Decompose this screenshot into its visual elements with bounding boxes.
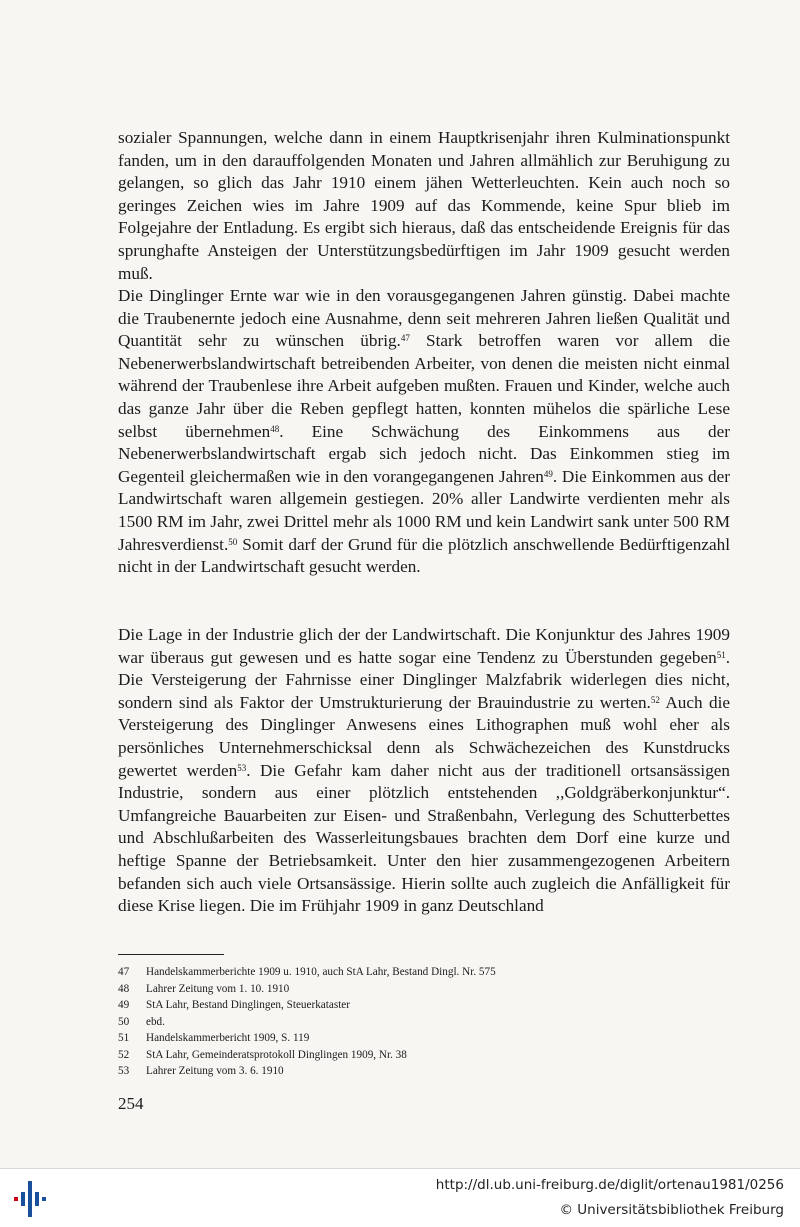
footnote-ref-48[interactable]: 48 (270, 423, 280, 434)
footer-bar (0, 1168, 800, 1227)
paragraph-2-text: . Eine Schwächung des Einkommens aus der Nebenerwerbslandwirtschaft ergab sich jedoch nicht. Das Einkommen stieg im Gegenteil gleichermaßen wie in den vorangegangenen Jahren (118, 421, 730, 486)
footnote-number: 50 (118, 1015, 130, 1028)
footnote-text: ebd. (146, 1015, 165, 1028)
footnote-item (118, 1063, 718, 1080)
footnote-number: 53 (118, 1065, 130, 1077)
footnote-item (118, 1014, 718, 1031)
page-number: 254 (118, 1094, 144, 1113)
copyright-notice: © Universitätsbibliothek Freiburg (559, 1202, 784, 1218)
footnote-ref-49[interactable]: 49 (543, 468, 553, 479)
paragraph-2-text: Somit darf der Grund für die plötzlich anschwellende Bedürftigenzahl nicht in der Landwirtschaft gesucht werden. (118, 534, 730, 577)
ub-freiburg-logo-icon[interactable] (10, 1179, 50, 1219)
footnote-text: Handelskammerberichte 1909 u. 1910, auch StA Lahr, Bestand Dingl. Nr. 575 (146, 966, 496, 978)
paragraph-2 (118, 285, 730, 579)
footnote-ref-52[interactable]: 52 (650, 694, 660, 705)
footnote-item (118, 1030, 718, 1047)
footnote-number: 47 (118, 966, 130, 978)
paragraph-3-text: . Die Gefahr kam daher nicht aus der traditionell ortsansässigen Industrie, sondern aus einer plötzlich entstehenden ,,Goldgräberkonjunktur“. Umfangreiche Bauarbeiten zur Eisen- und Straßenbahn, Verlegung des Schutterbettes und Abschlußarbeiten des Wasserleitungsbaues brachten dem Dorf eine kurze und heftige Spanne der Betriebsamkeit. Unter den hier zusammengezogenen Arbeitern befanden sich auch viele Ortsansässige. Hierin sollte auch zugleich die Anfälligkeit für diese Krise liegen. Die im Frühjahr 1909 in ganz Deutschland (118, 760, 731, 916)
paragraph-1-text: sozialer Spannungen, welche dann in einem Hauptkrisenjahr ihren Kulminationspunkt fanden, um in den darauffolgenden Monaten und Jahren allmählich zur Beruhigung zu gelangen, so glich das Jahr 1910 einem jähen Wetterleuchten. Kein auch noch so geringes Zeichen wies im Jahre 1909 auf das Kommende, keine Spur blieb im Folgejahre der Entladung. Es ergibt sich hieraus, daß das entscheidende Ereignis für das sprunghafte Ansteigen der Unterstützungsbedürftigen im Jahr 1909 gesucht werden muß. (118, 128, 730, 283)
footnote-text: StA Lahr, Bestand Dinglingen, Steuerkataster (146, 999, 350, 1011)
footnote-item (118, 964, 718, 981)
footnote-text: StA Lahr, Gemeinderatsprotokoll Dinglingen 1909, Nr. 38 (146, 1048, 407, 1061)
paragraph-1 (118, 127, 730, 285)
footnote-text: Lahrer Zeitung vom 3. 6. 1910 (146, 1065, 284, 1077)
footnote-number: 52 (118, 1048, 130, 1061)
paragraph-3-text: Auch die Versteigerung des Dinglinger Anwesens eines Lithographen muß wohl eher als persönliches Unternehmerschicksal denn als Schwächezeichen des Kunstdrucks gewertet werden (118, 692, 730, 780)
footnote-ref-47[interactable]: 47 (400, 333, 410, 344)
paragraph-2-text: Stark betroffen waren vor allem die Nebenerwerbslandwirtschaft betreibenden Arbeiter, von denen die meisten nicht einmal während der Traubenlese ihre Arbeit aufgeben mußten. Frauen und Kinder, welche auch das ganze Jahr über die Reben gepflegt hatten, konnten mühelos die spärliche Lese selbst übernehmen (118, 331, 730, 441)
source-url-link[interactable]: http://dl.ub.uni-freiburg.de/diglit/ortenau1981/0256 (435, 1177, 784, 1193)
paragraph-2-text: . Die Einkommen aus der Landwirtschaft waren allgemein gestiegen. 20% aller Landwirte verdienten mehr als 1500 RM im Jahr, zwei Drittel mehr als 1000 RM und kein Landwirt sank unter 500 RM Jahresverdienst. (118, 466, 730, 554)
paragraph-3-text: Die Lage in der Industrie glich der der Landwirtschaft. Die Konjunktur des Jahres 1909 war überaus gut gewesen und es hatte sogar eine Tendenz zu Überstunden gegeben (118, 625, 730, 667)
footnote-item (118, 1047, 718, 1064)
footnote-number: 49 (118, 999, 130, 1011)
paragraph-3-text: . Die Versteigerung der Fahrnisse einer Dinglinger Malzfabrik widerlegen dies nicht, sondern sind als Faktor der Umstrukturierung der Brauindustrie zu werten. (118, 647, 730, 712)
footnote-ref-50[interactable]: 50 (228, 536, 238, 547)
footnote-divider (118, 954, 224, 955)
paragraph-2-text: Die Dinglinger Ernte war wie in den vorausgegangenen Jahren günstig. Dabei machte die Traubenernte jedoch eine Ausnahme, denn seit mehreren Jahren ließen Qualität und Quantität sehr zu wünschen übrig. (118, 286, 730, 351)
footnote-item (118, 997, 718, 1014)
footnote-ref-51[interactable]: 51 (716, 649, 726, 660)
footnote-text: Handelskammerbericht 1909, S. 119 (146, 1032, 310, 1044)
footnotes-list (118, 964, 718, 1080)
footnote-item (118, 981, 718, 998)
footnote-text: Lahrer Zeitung vom 1. 10. 1910 (146, 982, 290, 995)
footnote-number: 48 (118, 982, 130, 995)
footnote-number: 51 (118, 1032, 130, 1044)
paragraph-3 (118, 624, 730, 918)
footnote-ref-53[interactable]: 53 (237, 762, 247, 773)
